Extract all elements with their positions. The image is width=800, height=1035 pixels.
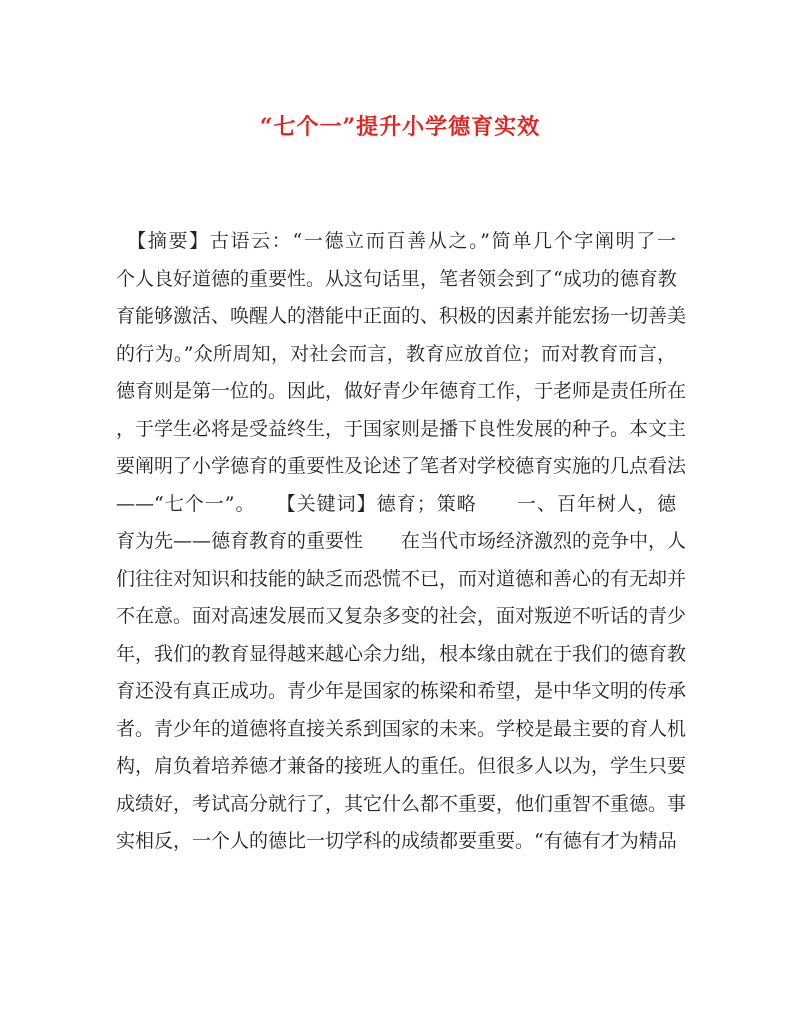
text-line: 【摘要】古语云：“一德立而百善从之。”简单几个字阐明了一 [116,230,676,252]
document-title: “七个一”提升小学德育实效 [259,114,541,140]
text-line: 育还没有真正成功。青少年是国家的栋梁和希望，是中华文明的传承 [116,680,687,702]
text-line: 者。青少年的道德将直接关系到国家的未来。学校是最主要的育人机 [116,717,687,740]
text-line: 构，肩负着培养德才兼备的接班人的重任。但很多人以为，学生只要 [116,755,687,777]
document-body [116,223,687,861]
text-line: ，于学生必将是受益终生，于国家则是播下良性发展的种子。本文主 [116,417,687,440]
text-line: 育为先——德育教育的重要性 在当代市场经济激烈的竞争中，人 [116,530,687,552]
text-line: 个人良好道德的重要性。从这句话里，笔者领会到了“成功的德育教 [116,267,677,290]
text-line: 的行为。”众所周知，对社会而言，教育应放首位；而对教育而言， [116,342,676,365]
text-line: 年，我们的教育显得越来越心余力绌，根本缘由就在于我们的德育教 [116,642,687,665]
text-line: 实相反，一个人的德比一切学科的成绩都要重要。“有德有才为精品 [116,830,677,852]
text-line: 成绩好，考试高分就行了，其它什么都不重要，他们重智不重德。事 [116,792,687,815]
text-line: 德育则是第一位的。因此，做好青少年德育工作，于老师是责任所在 [116,380,687,402]
text-line: ——“七个一”。 【关键词】德育；策略 一、百年树人，德 [116,492,676,515]
text-line: 育能够激活、唤醒人的潜能中正面的、积极的因素并能宏扬一切善美 [116,305,687,327]
text-line: 们往往对知识和技能的缺乏而恐慌不已，而对道德和善心的有无却并 [116,567,687,590]
text-line: 不在意。面对高速发展而又复杂多变的社会，面对叛逆不听话的青少 [116,605,687,627]
text-line: 要阐明了小学德育的重要性及论述了笔者对学校德育实施的几点看法 [116,455,687,477]
